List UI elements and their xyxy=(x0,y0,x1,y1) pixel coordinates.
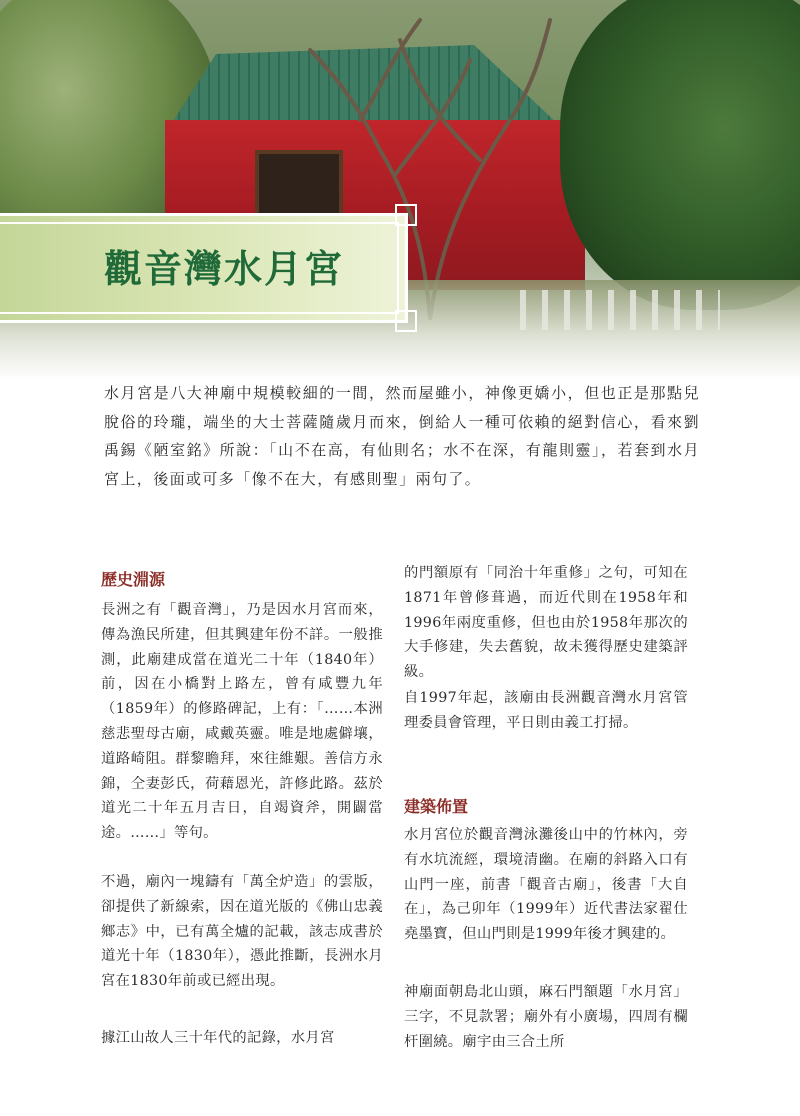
banner-knot-top xyxy=(395,204,417,226)
history-paragraph-continued: 的門額原有「同治十年重修」之句，可知在1871年曾修葺過，而近代則在1958年和1996年兩度重修，但也由於1958年那次的大手修建，失去舊貌，故未獲得歷史建築評級。 xyxy=(404,565,688,681)
foliage-right xyxy=(560,0,800,310)
fence xyxy=(520,290,720,330)
intro-paragraph: 水月宮是八大神廟中規模較細的一間，然而屋雖小，神像更嬌小，但也正是那點兒脫俗的玲瓏，端坐的大士菩薩隨歲月而來，倒給人一種可依賴的絕對信心，看來劉禹錫《陋室銘》所說：「山不在高，有仙則名；水不在深，有龍則靈」，若套到水月宮上，後面或可多「像不在大，有感則聖」兩句了。 xyxy=(104,384,700,488)
title-banner xyxy=(0,213,408,323)
section-title-architecture: 建築佈置 xyxy=(404,797,469,816)
banner-knot-bottom xyxy=(395,310,417,332)
architecture-paragraph-1: 水月宮位於觀音灣泳灘後山中的竹林內，旁有水坑流經，環境清幽。在廟的斜路入口有山門一座，前書「觀音古廟」，後書「大自在」，為己卯年（1999年）近代書法家翟仕堯墨寶，但山門則是1999年後才興建的。 xyxy=(404,827,688,943)
history-paragraph-3: 據江山故人三十年代的記錄，水月宮 xyxy=(101,1030,335,1046)
management-paragraph: 自1997年起，該廟由長洲觀音灣水月宮管理委員會管理，平日則由義工打掃。 xyxy=(404,690,688,731)
architecture-paragraph-2: 神廟面朝島北山頭，麻石門額題「水月宮」三字，不見款署；廟外有小廣場，四周有欄杆圍繞。廟宇由三合土所 xyxy=(404,984,688,1050)
page-title: 觀音灣水月宮 xyxy=(104,247,345,291)
history-paragraph-2: 不過，廟內一塊鑄有「萬全炉造」的雲版，卻提供了新線索，因在道光版的《佛山忠義鄉志》中，已有萬全爐的記載，該志成書於道光十年（1830年），憑此推斷，長洲水月宮在1830年前或已經出現。 xyxy=(101,874,383,990)
history-paragraph-1: 長洲之有「觀音灣」，乃是因水月宮而來，傳為漁民所建，但其興建年份不詳。一般推測，此廟建成當在道光二十年（1840年）前，因在小橋對上路左，曾有咸豐九年（1859年）的修路碑記，上有：「……本洲慈悲聖母古廟，咸戴英靈。唯是地處僻壤，道路崎阻。群黎瞻拜，來往維艱。善信方永錦，仝妻彭氏，荷藉恩光，許修此路。茲於道光二十年五月吉日，自竭資斧，開闢當途。……」等句。 xyxy=(101,602,383,842)
section-title-history: 歷史淵源 xyxy=(101,570,166,589)
